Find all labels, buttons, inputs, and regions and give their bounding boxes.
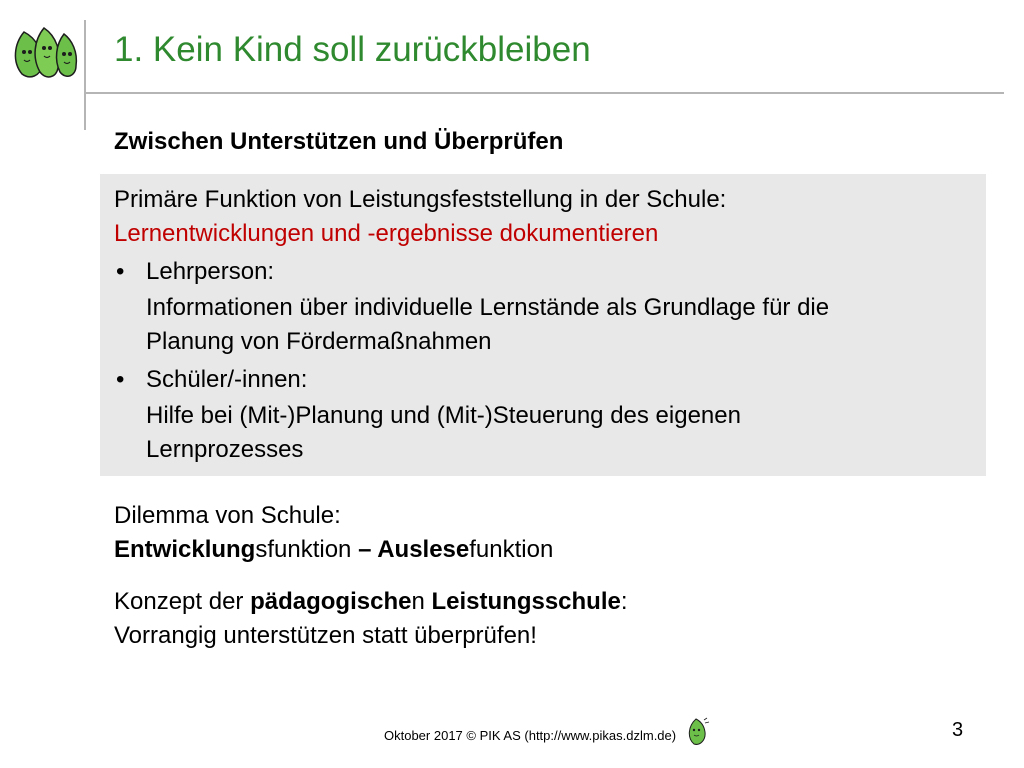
dilemma-rest-1: sfunktion — [255, 536, 352, 563]
dilemma-dash: – — [351, 536, 378, 563]
pikas-leaf-logo — [10, 24, 80, 82]
slide-subtitle: Zwischen Unterstützen und Überprüfen — [114, 128, 564, 155]
horizontal-divider — [84, 92, 1004, 94]
konzept-prefix: Konzept der — [114, 588, 251, 615]
footer-text: Oktober 2017 © PIK AS (http://www.pikas.dzlm.de) — [384, 728, 677, 743]
bullet-dot: • — [116, 366, 125, 393]
box-highlight-line: Lernentwicklungen und -ergebnisse dokumentieren — [114, 220, 659, 247]
footer-leaf-icon — [684, 716, 710, 746]
konzept-mid: n — [411, 588, 432, 615]
dilemma-bold-2: Auslese — [377, 536, 470, 563]
konzept-line-2: Vorrangig unterstützen statt überprüfen! — [114, 622, 537, 649]
slide-title: 1. Kein Kind soll zurückbleiben — [114, 30, 591, 69]
page-number: 3 — [952, 719, 964, 741]
bullet-detail: Planung von Fördermaßnahmen — [146, 328, 492, 355]
dilemma-line — [114, 535, 553, 565]
dilemma-bold-1: Entwicklung — [114, 536, 256, 563]
box-intro-line: Primäre Funktion von Leistungsfeststellung in der Schule: — [114, 186, 727, 213]
bullet-label-lehrperson: Lehrperson: — [146, 258, 275, 285]
vertical-divider — [84, 20, 86, 130]
konzept-bold-2: Leistungsschule — [431, 588, 621, 615]
konzept-line — [114, 587, 628, 617]
konzept-bold-1: pädagogische — [250, 588, 412, 615]
bullet-detail: Lernprozesses — [146, 436, 304, 463]
dilemma-rest-2: funktion — [469, 536, 554, 563]
konzept-suffix: : — [620, 588, 628, 615]
bullet-label-schueler: Schüler/-innen: — [146, 366, 308, 393]
bullet-dot: • — [116, 258, 125, 285]
bullet-detail: Hilfe bei (Mit-)Planung und (Mit-)Steuerung des eigenen — [146, 402, 741, 429]
dilemma-heading: Dilemma von Schule: — [114, 502, 341, 529]
bullet-detail: Informationen über individuelle Lernstände als Grundlage für die — [146, 294, 830, 321]
